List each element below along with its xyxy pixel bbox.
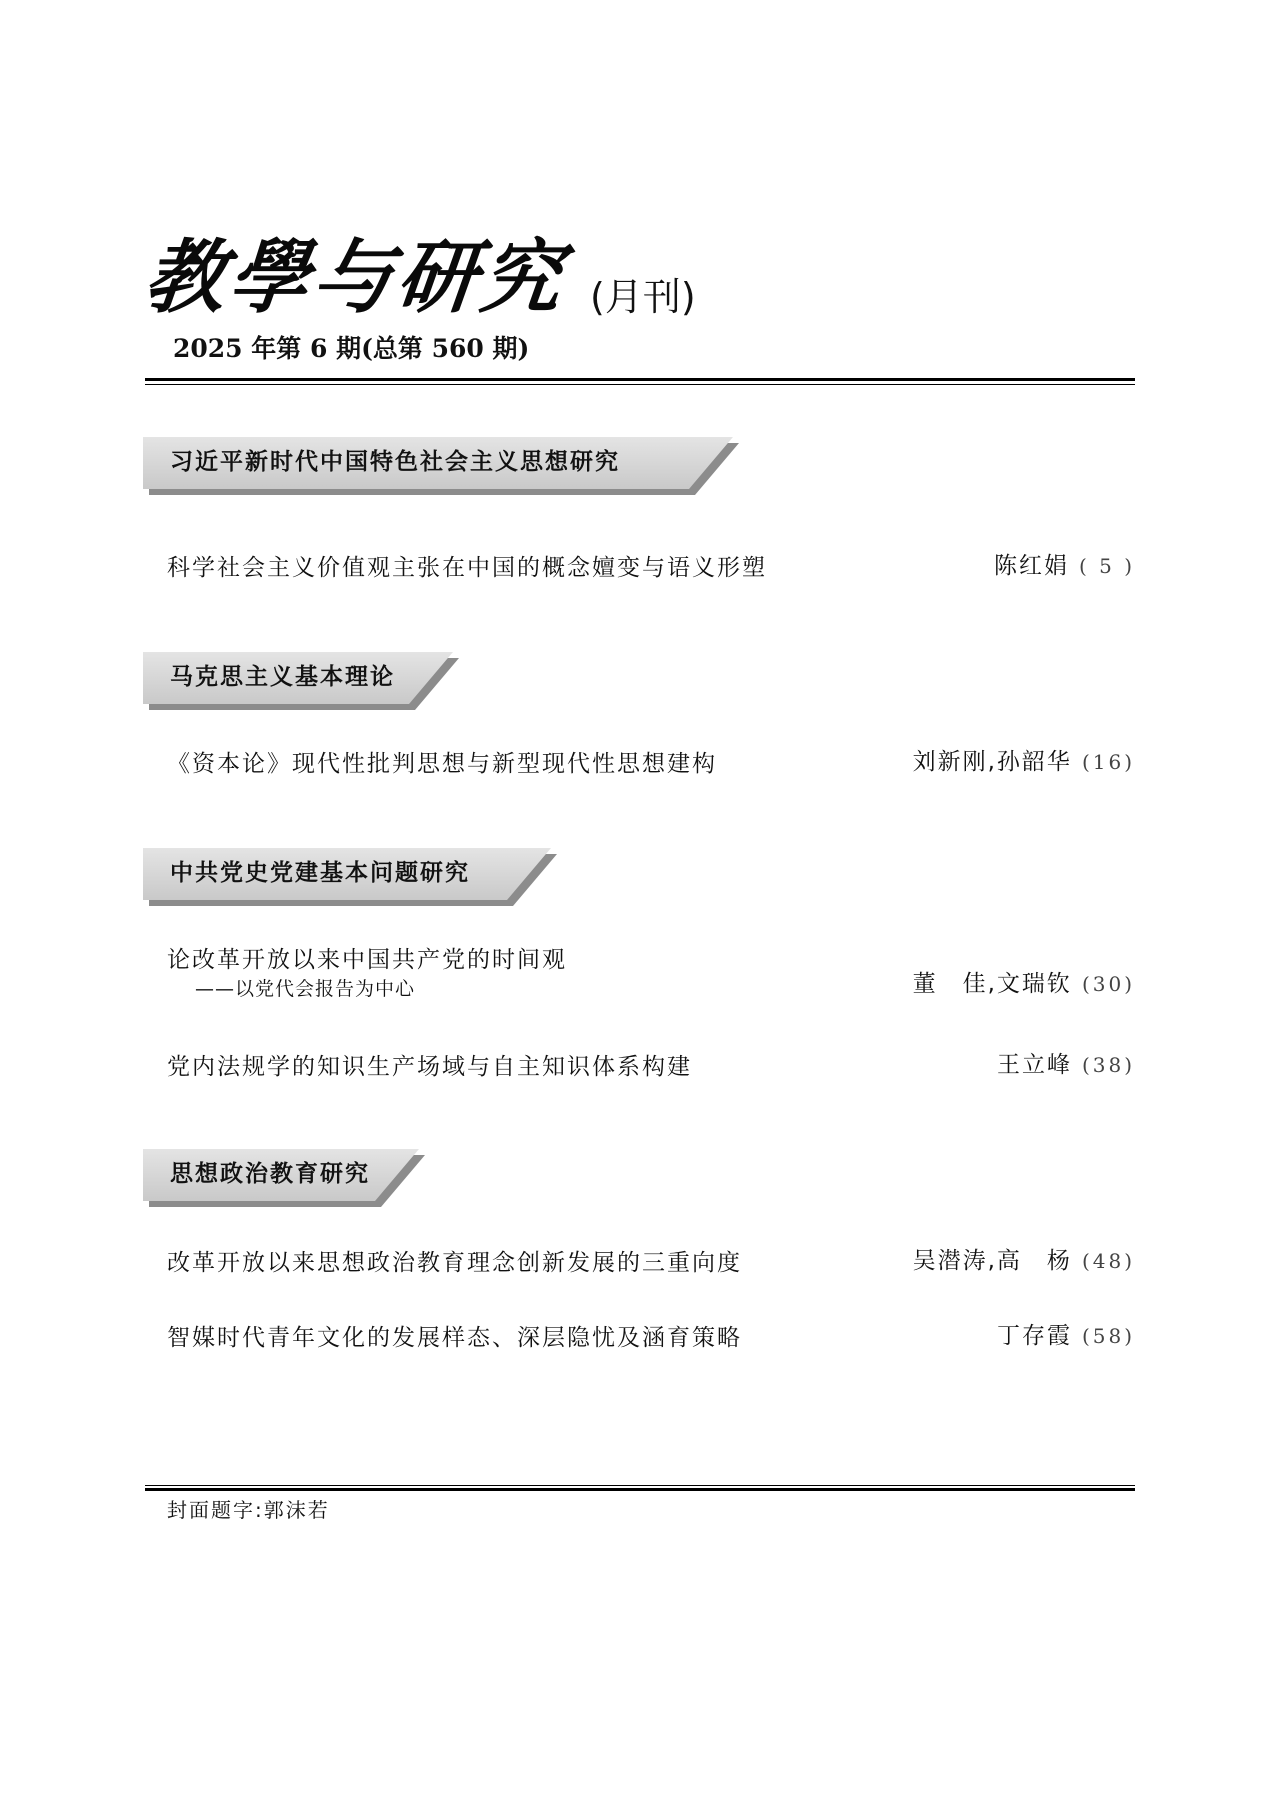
article-author: 吴潜涛,高 杨	[912, 1248, 1072, 1274]
page-number: (58)	[1081, 1324, 1135, 1348]
masthead	[140, 230, 1135, 377]
section-title: 习近平新时代中国特色社会主义思想研究	[170, 449, 620, 475]
cover-calligraphy-credit: 封面题字:郭沫若	[167, 1498, 330, 1522]
toc-entry[interactable]	[167, 944, 1135, 1002]
toc-entry[interactable]	[167, 748, 1135, 780]
article-title: 党内法规学的知识生产场域与自主知识体系构建	[167, 1054, 692, 1080]
article-author: 陈红娟	[993, 553, 1069, 579]
article-meta	[997, 1049, 1135, 1081]
article-meta	[997, 1320, 1135, 1352]
toc-entry[interactable]	[167, 1051, 1135, 1083]
footer-divider	[145, 1485, 1135, 1491]
article-title: 智媒时代青年文化的发展样态、深层隐忧及涵育策略	[167, 1325, 742, 1351]
journal-title: 教學与研究	[140, 230, 570, 324]
page-number: (30)	[1081, 972, 1135, 996]
page-number: (48)	[1081, 1249, 1135, 1273]
article-author: 刘新刚,孙韶华	[912, 749, 1072, 775]
section-title: 马克思主义基本理论	[170, 664, 395, 690]
toc-entry[interactable]	[167, 1322, 1135, 1354]
article-meta	[913, 746, 1135, 778]
issue-number: 2025 年第 6 期(总第 560 期)	[173, 334, 530, 363]
article-subtitle: ——以党代会报告为中心	[195, 978, 416, 1000]
article-title: 论改革开放以来中国共产党的时间观	[167, 947, 567, 973]
section-title: 中共党史党建基本问题研究	[170, 860, 470, 886]
section-header	[143, 848, 551, 900]
article-meta	[913, 1245, 1135, 1277]
page-number: (38)	[1081, 1053, 1135, 1077]
toc-entry[interactable]	[167, 1247, 1135, 1279]
article-title: 《资本论》现代性批判思想与新型现代性思想建构	[167, 751, 717, 777]
article-meta	[994, 550, 1135, 582]
article-author: 董 佳,文瑞钦	[912, 971, 1072, 997]
article-author: 王立峰	[996, 1052, 1072, 1078]
page-number: ( 5 )	[1078, 554, 1135, 578]
masthead-divider	[145, 378, 1135, 385]
article-author: 丁存霞	[996, 1323, 1072, 1349]
page-number: (16)	[1081, 750, 1135, 774]
section-header	[143, 1149, 419, 1201]
section-header	[143, 652, 453, 704]
toc-entry[interactable]	[167, 552, 1135, 584]
section-title: 思想政治教育研究	[170, 1161, 370, 1187]
article-title: 改革开放以来思想政治教育理念创新发展的三重向度	[167, 1250, 742, 1276]
publication-frequency: (月刊)	[590, 275, 696, 319]
section-header	[143, 437, 733, 489]
article-title: 科学社会主义价值观主张在中国的概念嬗变与语义形塑	[167, 555, 767, 581]
article-meta	[913, 968, 1135, 1000]
